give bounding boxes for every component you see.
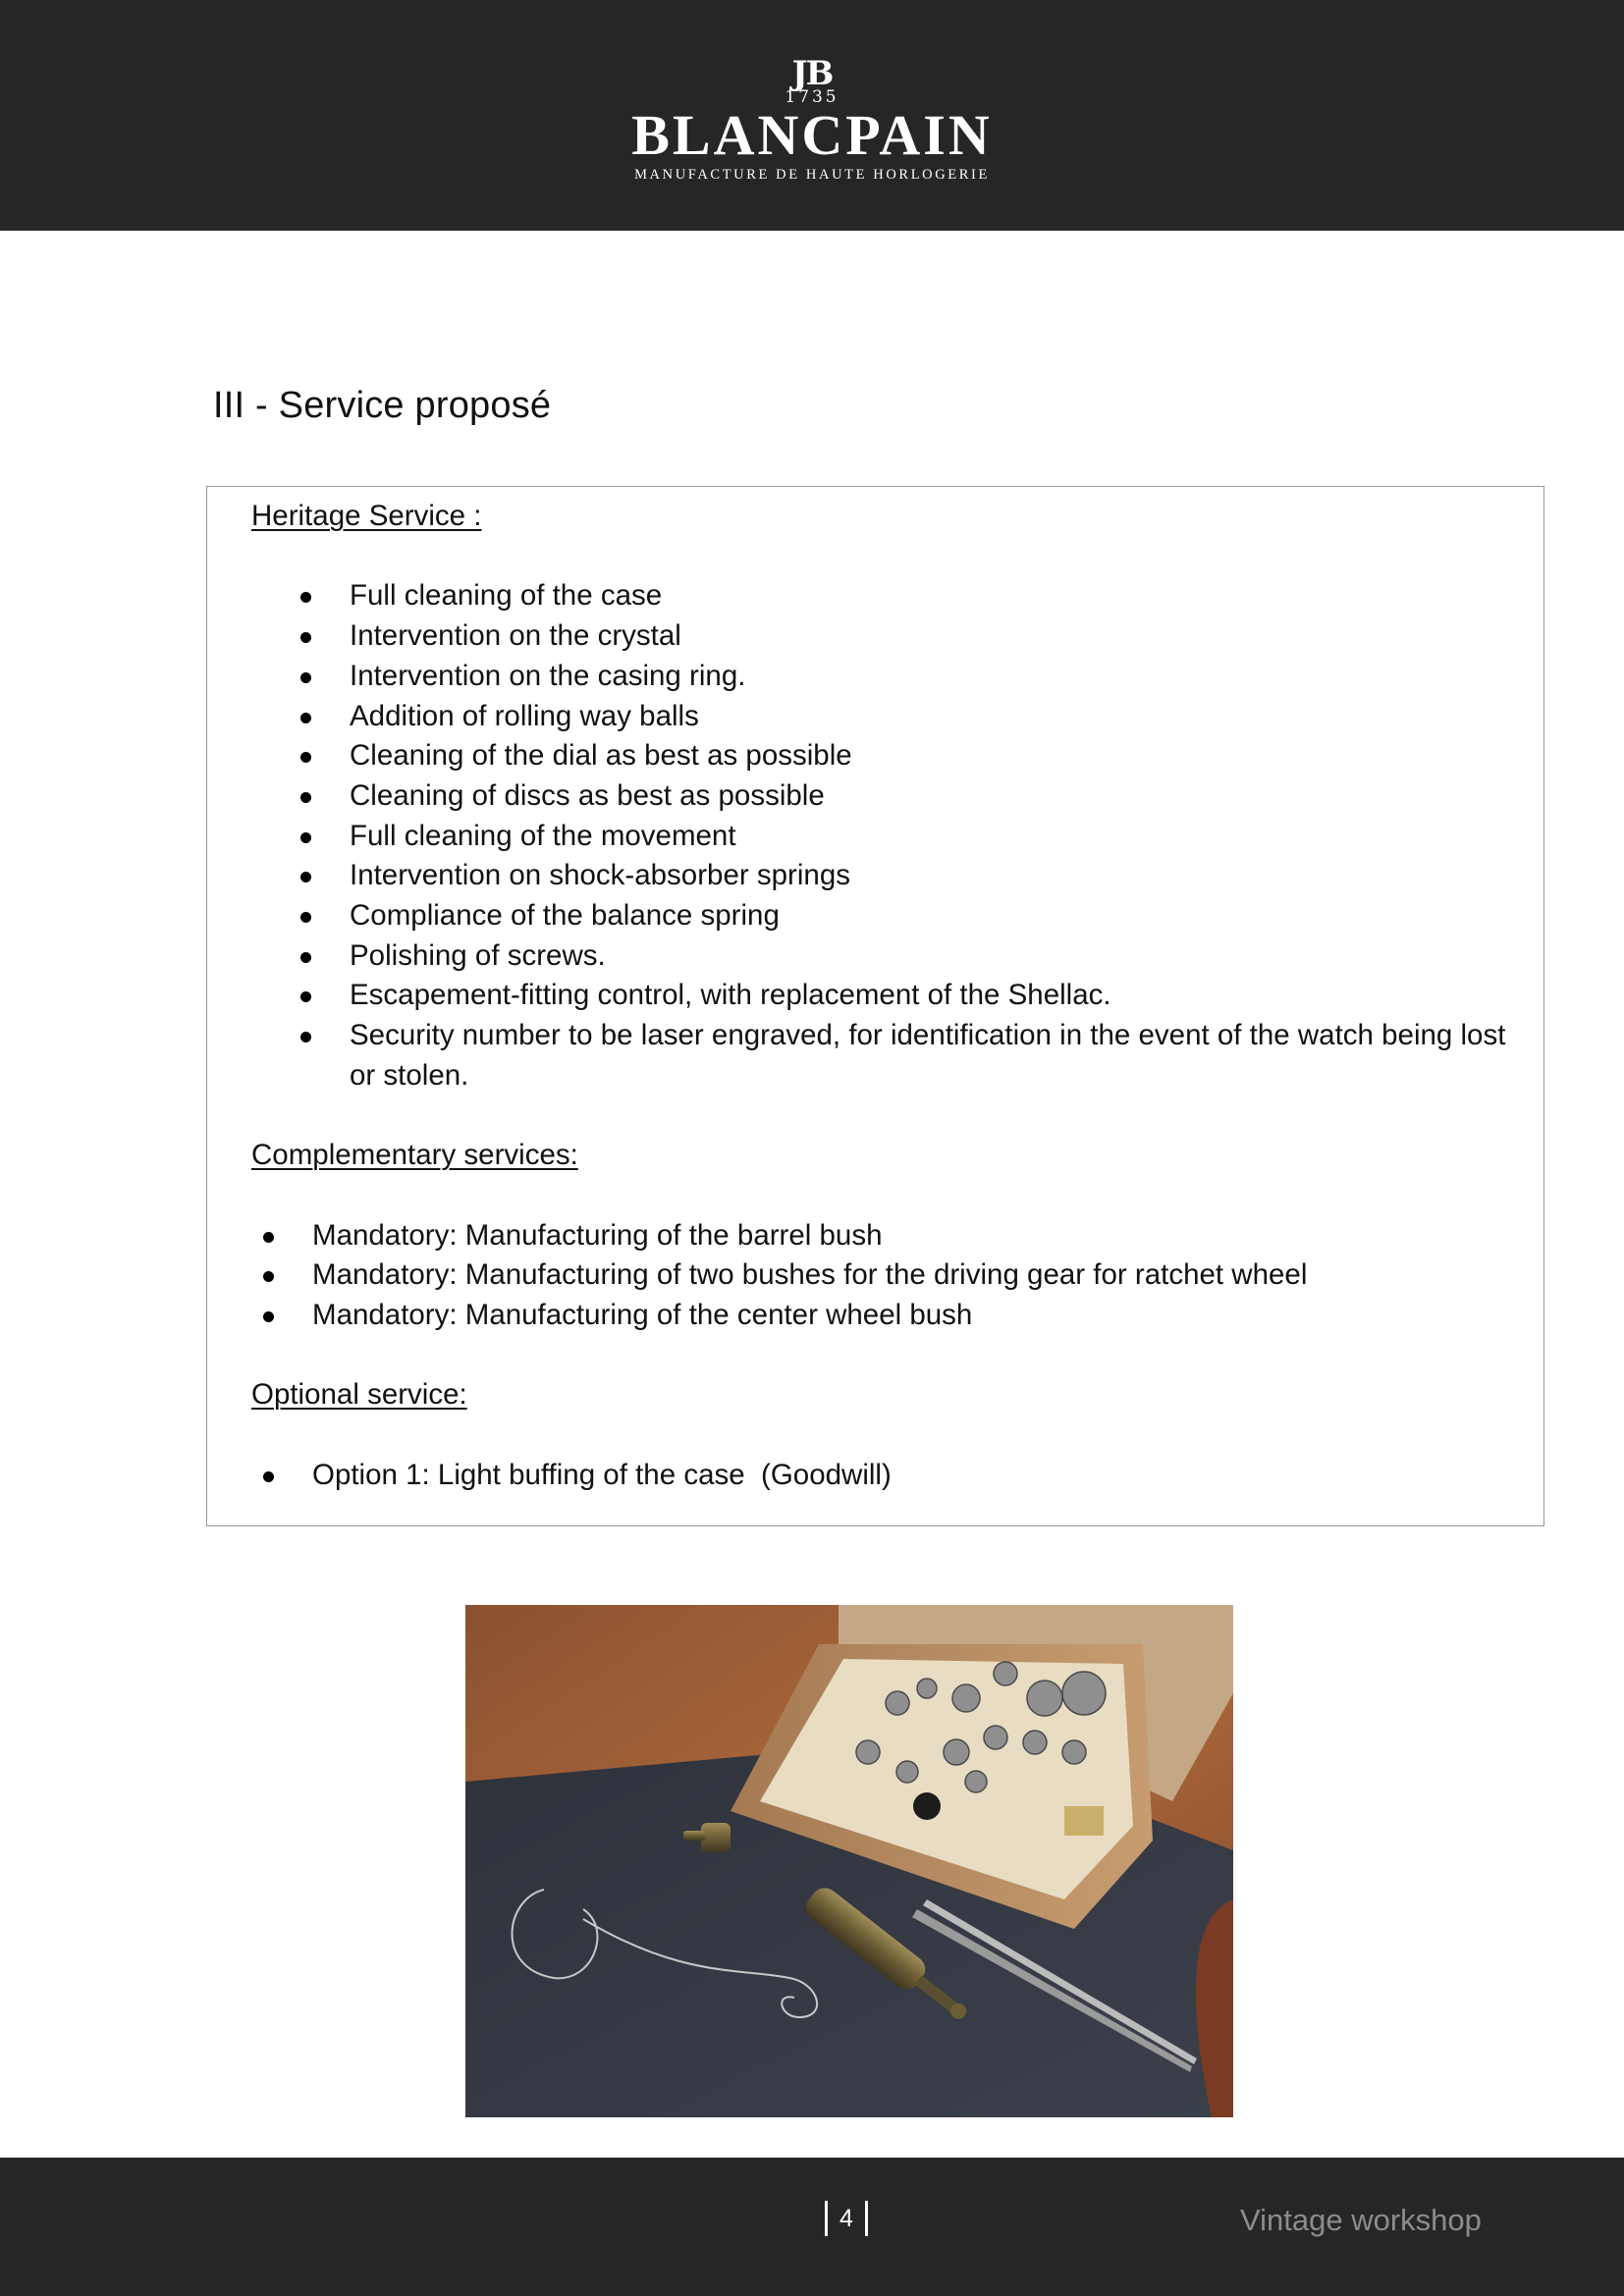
bullet-icon [300,952,311,963]
list-item: Option 1: Light buffing of the case (Goodwill) [251,1456,1524,1496]
logo-tagline: MANUFACTURE DE HAUTE HORLOGERIE [634,167,990,183]
list-item: Mandatory: Manufacturing of the barrel bush [251,1216,1524,1256]
optional-list [251,1456,1524,1496]
bullet-icon [300,672,311,683]
list-item: Intervention on the casing ring. [251,657,1524,697]
list-item: Cleaning of the dial as best as possible [251,736,1524,776]
watchmaking-tools-photo [465,1605,1233,2117]
bullet-icon [300,592,311,603]
list-item: Full cleaning of the movement [251,817,1524,857]
bullet-icon [263,1232,274,1243]
optional-heading: Optional service: [251,1378,467,1412]
list-item: Full cleaning of the case [251,576,1524,616]
page-number: 4 [825,2201,868,2236]
blancpain-logo [0,54,1624,183]
list-item: Intervention on shock-absorber springs [251,856,1524,896]
page-header [0,0,1624,231]
list-item: Addition of rolling way balls [251,697,1524,737]
bullet-icon [263,1271,274,1282]
footer-label: Vintage workshop [1240,2203,1482,2237]
list-item: Mandatory: Manufacturing of the center wheel bush [251,1296,1524,1336]
list-item: Escapement-fitting control, with replacement of the Shellac. [251,976,1524,1016]
complementary-list [251,1216,1524,1336]
bullet-icon [300,912,311,923]
list-item: Mandatory: Manufacturing of two bushes for the driving gear for ratchet wheel [251,1255,1524,1296]
list-item: Security number to be laser engraved, for identification in the event of the watch being lost or stolen. [251,1016,1524,1095]
page-footer [0,2158,1624,2296]
service-content [251,497,1524,1496]
logo-monogram: JB [791,54,833,93]
bullet-icon [263,1471,274,1482]
bullet-icon [300,752,311,763]
bullet-icon [300,1032,311,1042]
logo-year: 1735 [785,87,839,107]
complementary-heading: Complementary services: [251,1139,578,1172]
bullet-icon [263,1311,274,1322]
section-title: III - Service proposé [213,385,552,426]
list-item: Polishing of screws. [251,936,1524,977]
bullet-icon [300,991,311,1002]
list-item: Intervention on the crystal [251,616,1524,657]
bullet-icon [300,632,311,643]
bullet-icon [300,713,311,723]
heritage-list [251,576,1524,1095]
bullet-icon [300,792,311,803]
logo-wordmark: BLANCPAIN [631,103,993,167]
heritage-heading: Heritage Service : [251,500,482,532]
bullet-icon [300,832,311,843]
service-box [206,486,1544,1526]
list-item: Compliance of the balance spring [251,896,1524,936]
bullet-icon [300,872,311,882]
list-item: Cleaning of discs as best as possible [251,776,1524,817]
